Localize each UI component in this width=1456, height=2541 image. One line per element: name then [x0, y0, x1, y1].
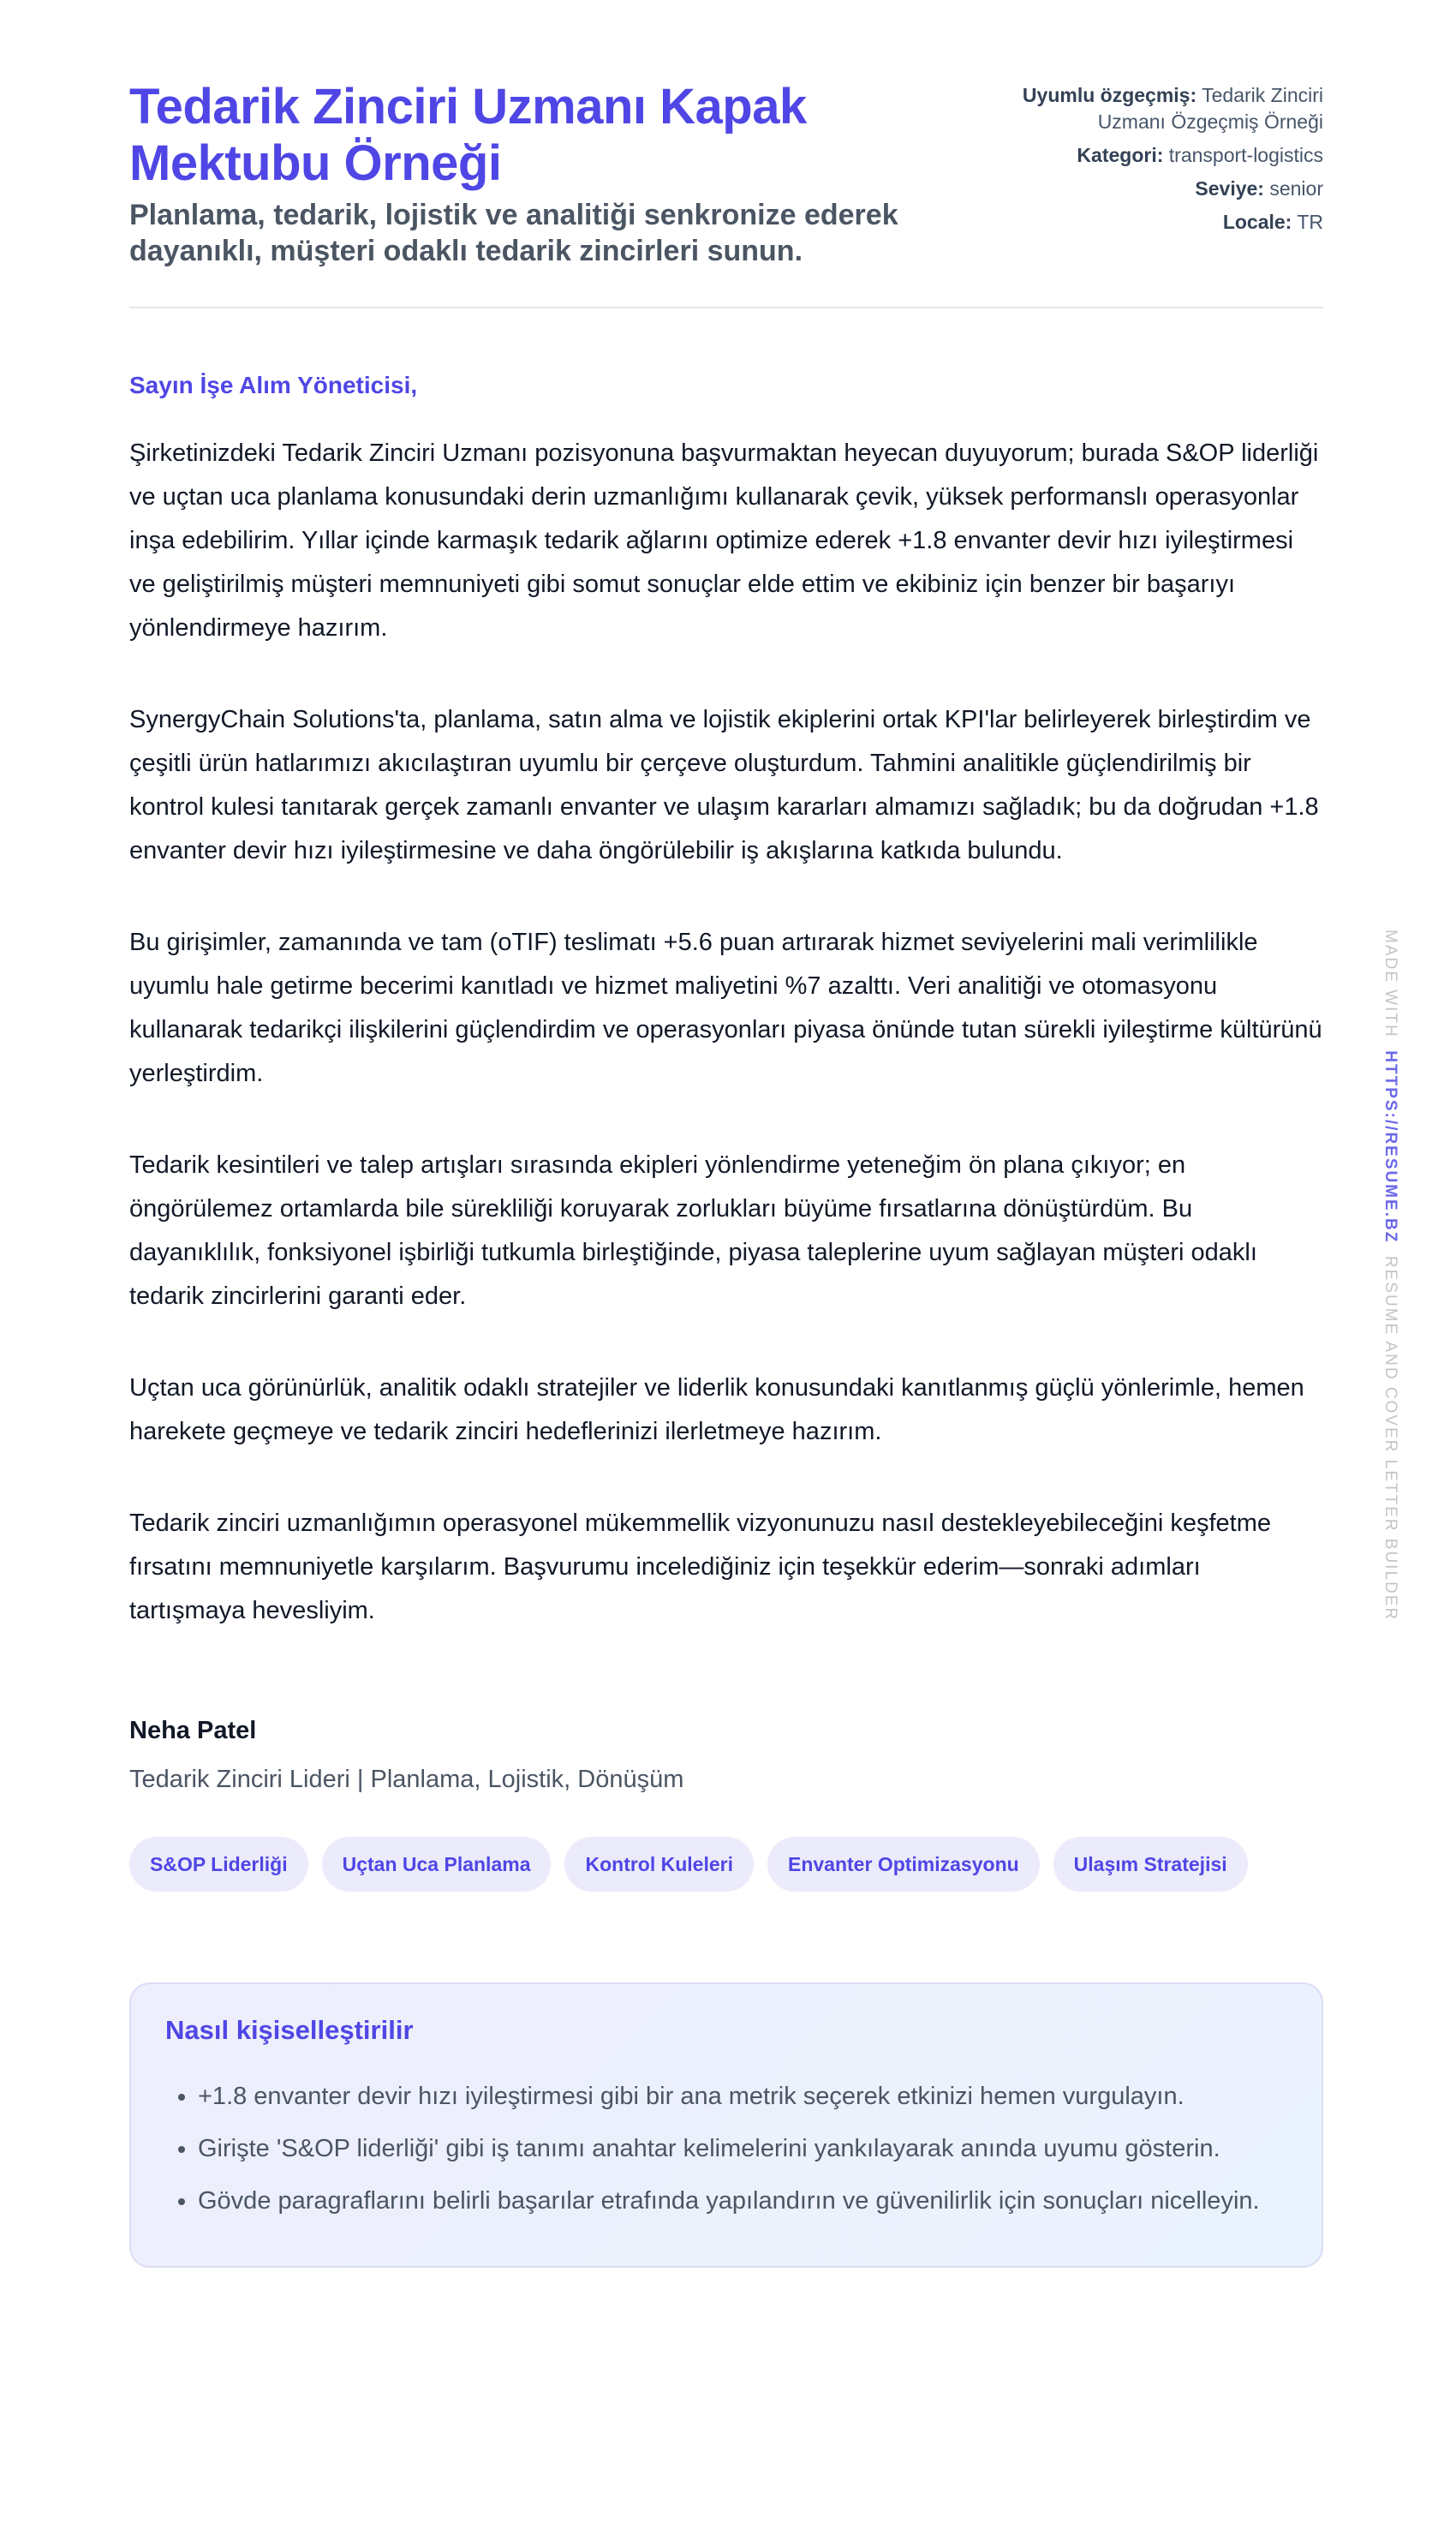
tag-chip: S&OP Liderliği [129, 1837, 308, 1892]
meta-value: Tedarik Zinciri Uzmanı Özgeçmiş Örneği [1097, 84, 1323, 133]
meta-locale [998, 209, 1323, 236]
tips-list [165, 2075, 1287, 2223]
letter-paragraph: Şirketinizdeki Tedarik Zinciri Uzmanı pozisyonuna başvurmaktan heyecan duyuyorum; burada S&OP liderliği ve uçtan uca planlama konusundaki derin uzmanlığımı kullanarak çevik, yüksek performanslı operasyonlar inşa edebilirim. Yıllar içinde karmaşık tedarik ağlarını optimize ederek +1.8 envanter devir hızı iyileştirmesi ve geliştirilmiş müşteri memnuniyeti gibi somut sonuçlar elde ettim ve ekibiniz için benzer bir başarıyı yönlendirmeye hazırım. [129, 439, 1319, 642]
page-subtitle: Planlama, tedarik, lojistik ve analitiği senkronize ederek dayanıklı, müşteri odaklı tedarik zincirleri sunun. [129, 199, 898, 267]
tip-item: • Girişte 'S&OP liderliği' gibi iş tanımı anahtar kelimelerini yankılayarak anında uyumu gösterin. [198, 2127, 1287, 2171]
tag-chip: Envanter Optimizasyonu [767, 1837, 1040, 1892]
watermark [1381, 930, 1399, 1621]
meta-label: Seviye: [1195, 177, 1264, 200]
cover-letter-page [129, 79, 1323, 2268]
tag-chip: Ulaşım Stratejisi [1053, 1837, 1248, 1892]
meta-value: transport-logistics [1168, 144, 1323, 166]
tip-item: • +1.8 envanter devir hızı iyileştirmesi gibi bir ana metrik seçerek etkinizi hemen vurgulayın. [198, 2075, 1287, 2119]
salutation: Sayın İşe Alım Yöneticisi, [129, 372, 418, 398]
meta-label: Locale: [1222, 211, 1292, 233]
header [129, 79, 1323, 308]
watermark-prefix: MADE WITH [1381, 930, 1399, 1038]
page-title: Tedarik Zinciri Uzmanı Kapak Mektubu Örneği [129, 79, 807, 191]
meta-value: TR [1297, 211, 1323, 233]
watermark-suffix: RESUME AND COVER LETTER BUILDER [1381, 1255, 1399, 1622]
letter-paragraph: SynergyChain Solutions'ta, planlama, satın alma ve lojistik ekiplerini ortak KPI'lar belirleyerek birleştirdim ve çeşitli ürün hatlarımızı akıcılaştıran uyumlu bir çerçeve oluşturdum. Tahmini analitikle güçlendirilmiş bir kontrol kulesi tanıtarak gerçek zamanlı envanter ve ulaşım kararları almamızı sağladık; bu da doğrudan +1.8 envanter devir hızı iyileştirmesine ve daha öngörülebilir iş akışlarına katkıda bulundu. [129, 706, 1319, 864]
letter-paragraph: Uçtan uca görünürlük, analitik odaklı stratejiler ve liderlik konusundaki kanıtlanmış güçlü yönlerimle, hemen harekete geçmeye ve tedarik zinciri hedeflerinizi ilerletmeye hazırım. [129, 1374, 1304, 1445]
tag-list [129, 1837, 1323, 1892]
meta-info [998, 82, 1323, 242]
tag-chip: Uçtan Uca Planlama [322, 1837, 552, 1892]
meta-category [998, 142, 1323, 169]
meta-level [998, 176, 1323, 202]
meta-label: Kategori: [1077, 144, 1164, 166]
watermark-link[interactable]: HTTPS://RESUME.BZ [1381, 1050, 1399, 1244]
signature-title: Tedarik Zinciri Lideri | Planlama, Lojistik, Dönüşüm [129, 1766, 684, 1793]
letter-paragraph: Bu girişimler, zamanında ve tam (oTIF) teslimatı +5.6 puan artırarak hizmet seviyelerini mali verimlilikle uyumlu hale getirme becerimi kanıtladı ve hizmet maliyetini %7 azalttı. Veri analitiği ve otomasyonu kullanarak tedarikçi ilişkilerini güçlendirdim ve operasyonları piyasa önünde tutan sürekli iyileştirme kültürünü yerleştirdim. [129, 929, 1322, 1087]
letter-paragraph: Tedarik kesintileri ve talep artışları sırasında ekipleri yönlendirme yeteneğim ön plana çıkıyor; en öngörülemez ortamlarda bile sürekliliği koruyarak zorlukları büyüme fırsatlarına dönüştürdüm. Bu dayanıklılık, fonksiyonel işbirliği tutkumla birleştiğinde, piyasa taleplerine uyum sağlayan müşteri odaklı tedarik zincirlerini garanti eder. [129, 1151, 1257, 1310]
meta-matching-resume [998, 82, 1323, 135]
meta-value: senior [1269, 177, 1323, 200]
signature-name: Neha Patel [129, 1717, 257, 1744]
title-block [129, 79, 986, 269]
tag-chip: Kontrol Kuleleri [564, 1837, 754, 1892]
meta-label: Uyumlu özgeçmiş: [1022, 84, 1197, 106]
customization-tips [129, 1982, 1323, 2268]
tips-title: Nasıl kişiselleştirilir [165, 2015, 414, 2045]
letter-paragraph: Tedarik zinciri uzmanlığımın operasyonel mükemmellik vizyonunuzu nasıl destekleyebileceğini keşfetme fırsatını memnuniyetle karşılarım. Başvurumu incelediğiniz için teşekkür ederim—sonraki adımları tartışmaya hevesliyim. [129, 1510, 1271, 1624]
tip-item: • Gövde paragraflarını belirli başarılar etrafında yapılandırın ve güvenilirlik için sonuçları nicelleyin. [198, 2179, 1287, 2223]
